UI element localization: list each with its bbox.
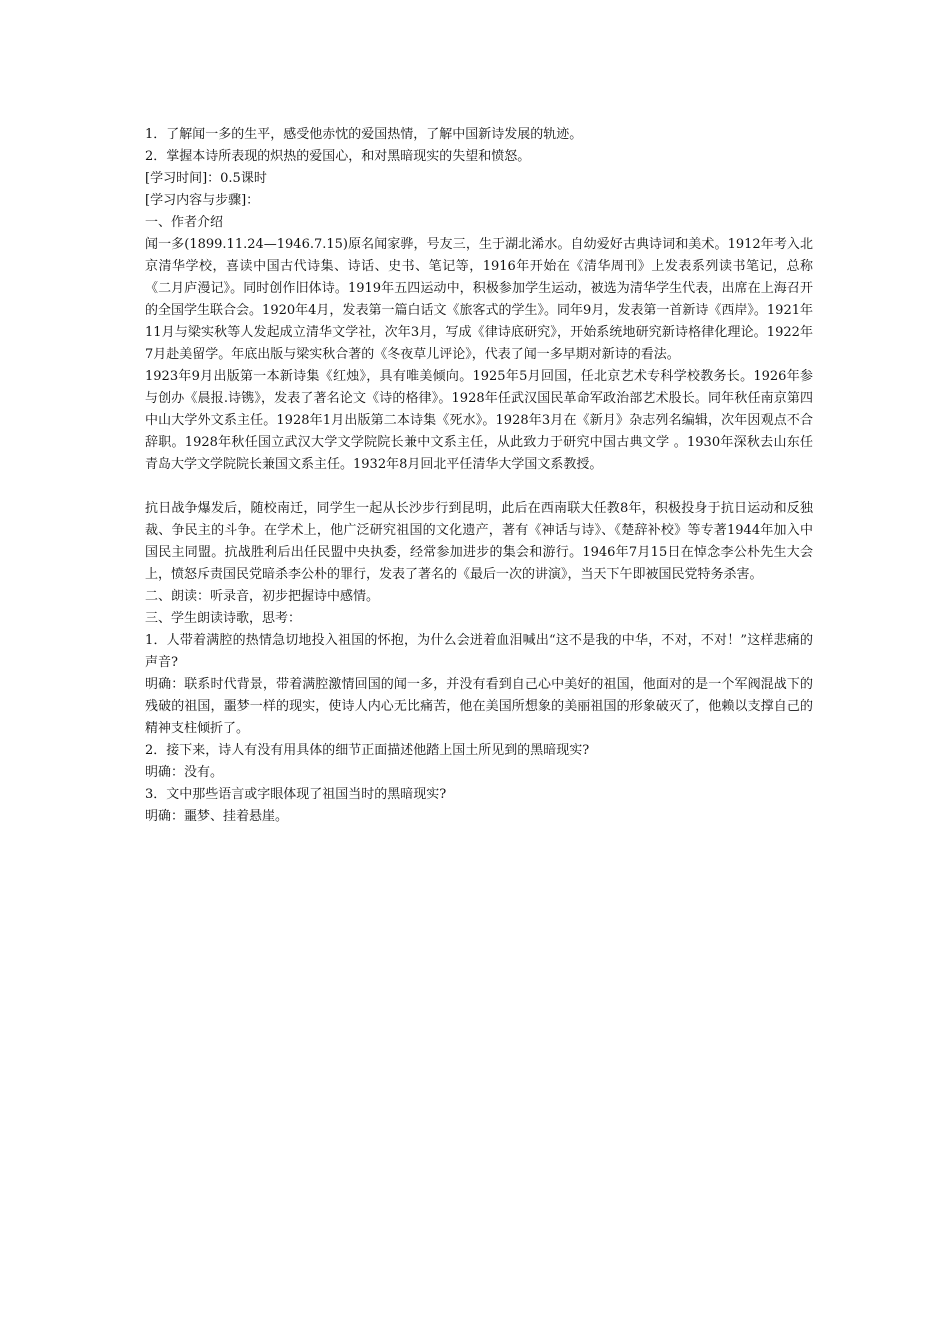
objective-1: 1．了解闻一多的生平，感受他赤忱的爱国热情，了解中国新诗发展的轨迹。 — [145, 127, 583, 142]
bio-paragraph-2: 1923年9月出版第一本新诗集《红烛》，具有唯美倾向。1925年5月回国，任北京艺术专科学校教务长。1926年参与创办《晨报.诗镌》，发表了著名论文《诗的格律》。1928年任武汉国民革命军政治部艺术股长。同年秋任南京第四中山大学外文系主任。1928年1月出版第二本诗集《死水》。1928年3月在《新月》杂志列名编辑，次年因观点不合辞职。1928年秋任国立武汉大学文学院院长兼中文系主任，从此致力于研究中国古典文学 。1930年深秋去山东任青岛大学文学院院长兼国文系主任。1932年8月回北平任清华大学国文系教授。 — [145, 369, 813, 472]
question-1: 1．人带着满腔的热情急切地投入祖国的怀抱，为什么会迸着血泪喊出“这不是我的中华，不对，不对！”这样悲痛的声音? — [145, 633, 813, 670]
section-author-intro-heading: 一、作者介绍 — [145, 215, 224, 230]
document-body — [145, 124, 813, 828]
bio-paragraph-3: 抗日战争爆发后，随校南迁，同学生一起从长沙步行到昆明，此后在西南联大任教8年，积极投身于抗日运动和反独裁、争民主的斗争。在学术上，他广泛研究祖国的文化遗产，著有《神话与诗》、《楚辞补校》等专著1944年加入中国民主同盟。抗战胜利后出任民盟中央执委，经常参加进步的集会和游行。1946年7月15日在悼念李公朴先生大会上，愤怒斥责国民党暗杀李公朴的罪行，发表了著名的《最后一次的讲演》，当天下午即被国民党特务杀害。 — [145, 501, 813, 582]
section-reading-heading: 二、朗读：听录音，初步把握诗中感情。 — [145, 589, 380, 604]
study-time: [学习时间]：0.5课时 — [145, 171, 267, 186]
objective-2: 2．掌握本诗所表现的炽热的爱国心，和对黑暗现实的失望和愤怒。 — [145, 149, 531, 164]
answer-3: 明确：噩梦、挂着悬崖。 — [145, 809, 289, 824]
section-thinking-heading: 三、学生朗读诗歌，思考： — [145, 611, 302, 626]
bio-paragraph-1: 闻一多(1899.11.24—1946.7.15)原名闻家骅，号友三，生于湖北浠水。自幼爱好古典诗词和美术。1912年考入北京清华学校，喜读中国古代诗集、诗话、史书、笔记等，1916年开始在《清华周刊》上发表系列读书笔记，总称《二月庐漫记》。同时创作旧体诗。1919年五四运动中，积极参加学生运动，被选为清华学生代表，出席在上海召开的全国学生联合会。1920年4月，发表第一篇白话文《旅客式的学生》。同年9月，发表第一首新诗《西岸》。1921年11月与梁实秋等人发起成立清华文学社，次年3月，写成《律诗底研究》，开始系统地研究新诗格律化理论。1922年7月赴美留学。年底出版与梁实秋合著的《冬夜草儿评论》，代表了闻一多早期对新诗的看法。 — [145, 237, 813, 362]
question-2: 2．接下来，诗人有没有用具体的细节正面描述他踏上国土所见到的黑暗现实? — [145, 743, 590, 758]
answer-1: 明确：联系时代背景，带着满腔激情回国的闻一多，并没有看到自己心中美好的祖国，他面对的是一个军阀混战下的残破的祖国，噩梦一样的现实，使诗人内心无比痛苦，他在美国所想象的美丽祖国的形象破灭了，他赖以支撑自己的精神支柱倾折了。 — [145, 677, 813, 736]
paragraph-gap — [145, 476, 813, 498]
study-content-heading: [学习内容与步骤]： — [145, 193, 260, 208]
question-3: 3．文中那些语言或字眼体现了祖国当时的黑暗现实? — [145, 787, 447, 802]
answer-2: 明确：没有。 — [145, 765, 224, 780]
